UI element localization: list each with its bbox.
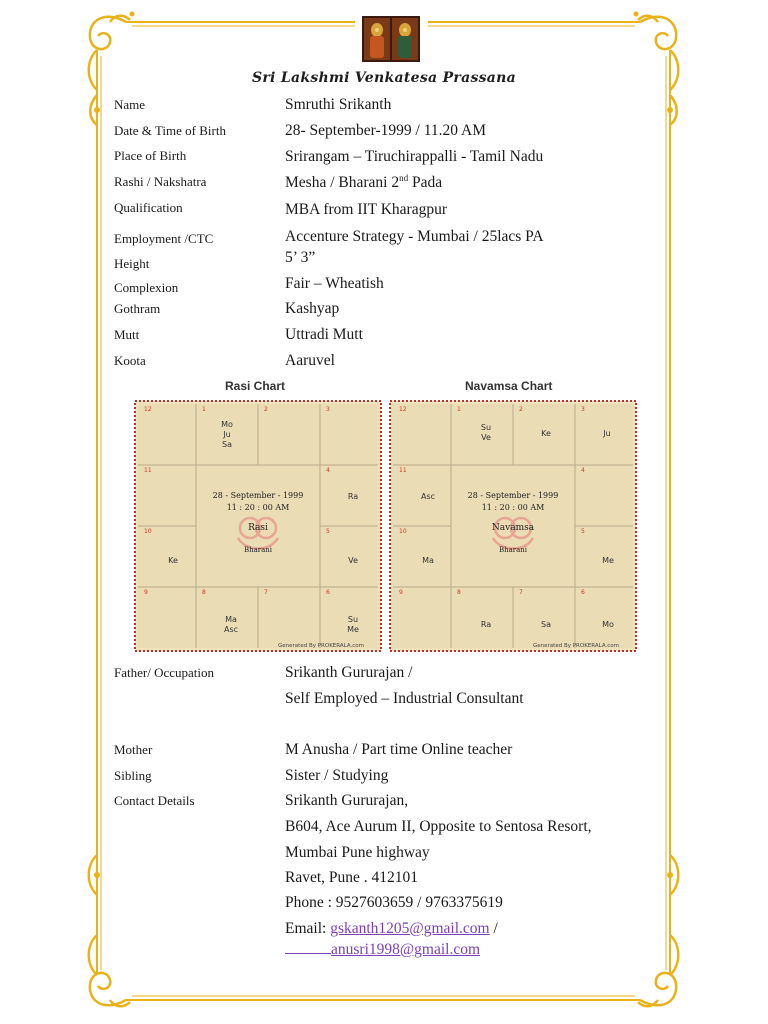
rashi-value xyxy=(285,173,442,192)
employment-value: Accenture Strategy - Mumbai / 25lacs PA xyxy=(285,228,544,245)
rasi-cell-bottom2-line1: Ma xyxy=(225,615,237,624)
father-value-line2: Self Employed – Industrial Consultant xyxy=(285,690,524,707)
rashi-text: Mesha / Bharani 2 xyxy=(285,174,400,192)
house-number: 12 xyxy=(144,406,152,413)
contact-line-name: Srikanth Gururajan, xyxy=(285,792,409,809)
dob-label: Date & Time of Birth xyxy=(114,123,226,138)
deity-image xyxy=(362,16,420,62)
house-number: 6 xyxy=(581,589,585,596)
gothram-value: Kashyap xyxy=(285,300,340,317)
house-number: 3 xyxy=(326,406,330,413)
navamsa-chart-time: 11 : 20 : 00 AM xyxy=(481,503,545,512)
rasi-chart-center-sub: Bharani xyxy=(243,546,273,554)
navamsa-chart-footer: Generated By PROKERALA.com xyxy=(533,643,619,649)
contact-label: Contact Details xyxy=(114,793,195,808)
navamsa-cell-top2-line1: Su xyxy=(480,423,492,432)
house-number: 10 xyxy=(144,528,152,535)
house-number: 9 xyxy=(144,589,148,596)
navamsa-chart-title: Navamsa Chart xyxy=(465,379,553,393)
navamsa-cell-left2: Asc xyxy=(420,492,436,501)
rasi-cell-right2: Ra xyxy=(347,492,359,501)
rashi-ordinal: nd xyxy=(399,173,409,183)
navamsa-cell-left3: Ma xyxy=(422,556,434,565)
navamsa-cell-top4: Ju xyxy=(603,429,611,438)
house-number: 3 xyxy=(581,406,585,413)
pob-value: Srirangam – Tiruchirappalli - Tamil Nadu xyxy=(285,148,544,165)
qualification-label: Qualification xyxy=(114,200,183,215)
house-number: 8 xyxy=(202,589,206,596)
house-number: 2 xyxy=(519,406,523,413)
email-separator: / xyxy=(489,920,498,937)
house-number: 1 xyxy=(202,406,206,413)
rasi-chart-footer: Generated By PROKERALA.com xyxy=(278,643,364,649)
contact-line-city: Ravet, Pune . 412101 xyxy=(285,869,419,886)
mother-label: Mother xyxy=(114,742,153,757)
house-number: 7 xyxy=(264,589,268,596)
navamsa-chart-center-label: Navamsa xyxy=(491,523,535,533)
house-number: 11 xyxy=(144,467,152,474)
rasi-cell-top2-line2: Ju xyxy=(223,430,231,439)
navamsa-chart xyxy=(389,400,637,652)
house-number: 4 xyxy=(581,467,585,474)
contact-line-address2: Mumbai Pune highway xyxy=(285,844,430,861)
employment-label: Employment /CTC xyxy=(114,231,214,246)
navamsa-cell-bottom4: Mo xyxy=(602,620,614,629)
gothram-label: Gothram xyxy=(114,301,161,316)
dob-value: 28- September-1999 / 11.20 AM xyxy=(285,122,487,139)
house-number: 5 xyxy=(581,528,585,535)
name-value: Smruthi Srikanth xyxy=(285,96,392,113)
mother-value: M Anusha / Part time Online teacher xyxy=(285,741,513,758)
email-prefix: Email: xyxy=(285,920,331,937)
navamsa-cell-bottom3: Sa xyxy=(541,620,551,629)
contact-line-phone: Phone : 9527603659 / 9763375619 xyxy=(285,894,503,911)
height-label: Height xyxy=(114,256,150,271)
complexion-label: Complexion xyxy=(114,280,179,295)
rasi-cell-top2-line3: Sa xyxy=(222,440,232,449)
rashi-tail: Pada xyxy=(408,174,443,192)
father-value-line1: Srikanth Gururajan / xyxy=(285,664,413,681)
rasi-chart-date: 28 - September - 1999 xyxy=(212,491,304,500)
rasi-chart-center-label: Rasi xyxy=(248,523,268,533)
rasi-chart-time: 11 : 20 : 00 AM xyxy=(226,503,290,512)
house-number: 5 xyxy=(326,528,330,535)
rasi-chart-svg xyxy=(134,400,382,652)
email-line-1 xyxy=(285,920,498,938)
house-number: 4 xyxy=(326,467,330,474)
rasi-cell-bottom2-line2: Asc xyxy=(223,625,239,634)
qualification-value: MBA from IIT Kharagpur xyxy=(285,201,448,218)
email-underline-gap xyxy=(285,939,331,954)
house-number: 11 xyxy=(399,467,407,474)
height-value: 5’ 3” xyxy=(285,249,316,266)
koota-value: Aaruvel xyxy=(285,352,335,369)
house-number: 6 xyxy=(326,589,330,596)
navamsa-chart-svg xyxy=(389,400,637,652)
email-link-2[interactable]: anusri1998@gmail.com xyxy=(331,941,481,958)
house-number: 7 xyxy=(519,589,523,596)
contact-line-address1: B604, Ace Aurum II, Opposite to Sentosa Resort, xyxy=(285,818,592,835)
navamsa-chart-date: 28 - September - 1999 xyxy=(467,491,559,500)
rasi-cell-left3: Ke xyxy=(168,556,178,565)
pob-label: Place of Birth xyxy=(114,148,187,163)
rasi-chart xyxy=(134,400,382,652)
navamsa-cell-top3: Ke xyxy=(541,429,551,438)
house-number: 9 xyxy=(399,589,403,596)
mutt-label: Mutt xyxy=(114,327,140,342)
rasi-chart-title: Rasi Chart xyxy=(225,379,286,393)
house-number: 1 xyxy=(457,406,461,413)
rashi-label: Rashi / Nakshatra xyxy=(114,174,207,189)
complexion-value: Fair – Wheatish xyxy=(285,275,384,292)
rasi-cell-bottom4-line2: Me xyxy=(347,625,359,634)
page-heading: Sri Lakshmi Venkatesa Prassana xyxy=(251,70,517,86)
rasi-cell-right3: Ve xyxy=(348,556,358,565)
koota-label: Koota xyxy=(114,353,146,368)
rasi-cell-bottom4-line1: Su xyxy=(347,615,359,624)
father-label: Father/ Occupation xyxy=(114,665,214,680)
house-number: 8 xyxy=(457,589,461,596)
email-line-2 xyxy=(285,939,480,959)
house-number: 12 xyxy=(399,406,407,413)
house-number: 2 xyxy=(264,406,268,413)
navamsa-cell-right3: Me xyxy=(602,556,614,565)
navamsa-chart-center-sub: Bharani xyxy=(498,546,528,554)
email-link-1[interactable]: gskanth1205@gmail.com xyxy=(330,920,490,937)
house-number: 10 xyxy=(399,528,407,535)
navamsa-cell-top2-line2: Ve xyxy=(481,433,491,442)
sibling-value: Sister / Studying xyxy=(285,767,389,784)
name-label: Name xyxy=(114,97,146,112)
rasi-cell-top2-line1: Mo xyxy=(221,420,233,429)
sibling-label: Sibling xyxy=(114,768,152,783)
navamsa-cell-bottom2: Ra xyxy=(480,620,492,629)
mutt-value: Uttradi Mutt xyxy=(285,326,363,343)
